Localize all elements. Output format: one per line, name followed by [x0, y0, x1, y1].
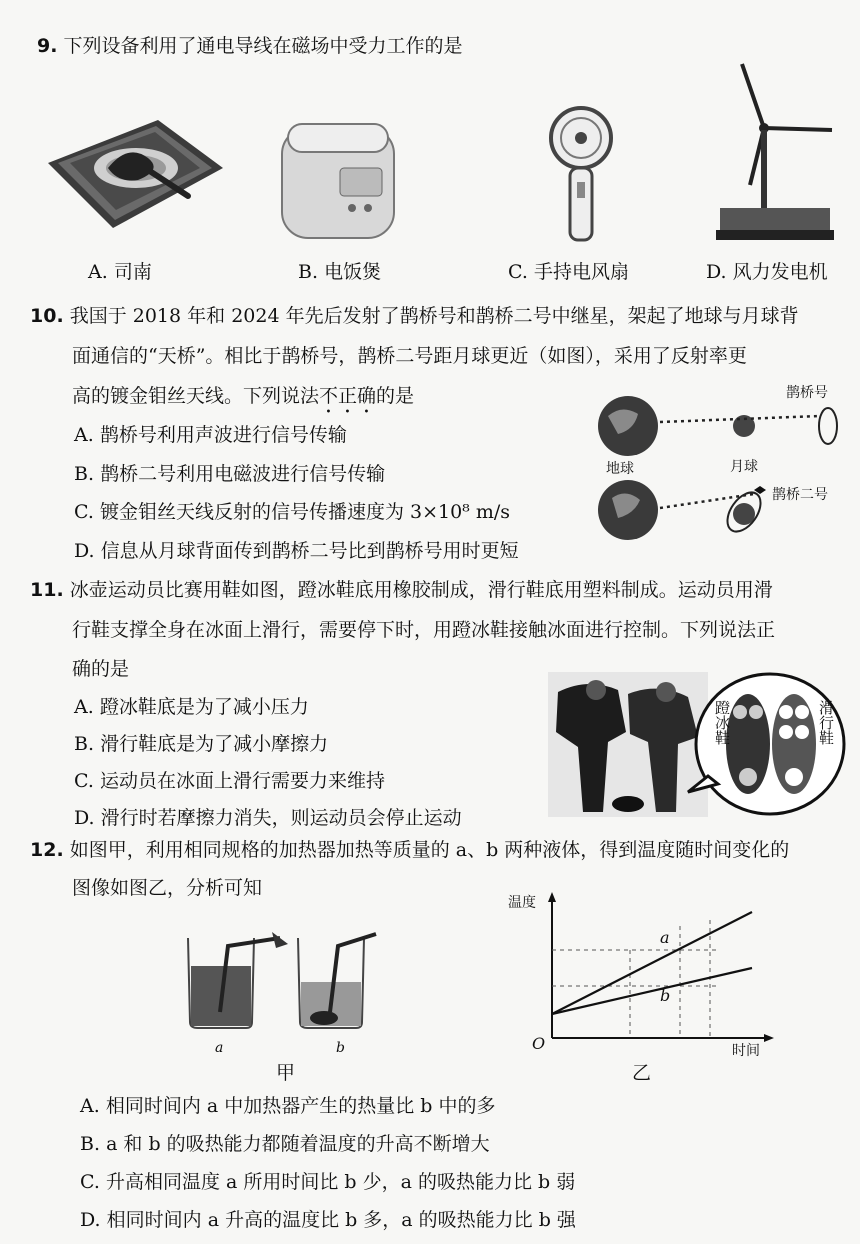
- option-text: 滑行鞋底是为了减小摩擦力: [100, 733, 329, 755]
- q10-stem-line-2: [72, 344, 747, 368]
- q10-number: 10.: [30, 305, 64, 327]
- option-label: D.: [74, 807, 95, 829]
- q10-label-earth: 地球: [606, 461, 634, 477]
- option-label: C.: [74, 770, 94, 792]
- option-label: C.: [74, 501, 94, 523]
- q10-label-moon: 月球: [730, 459, 758, 475]
- q12-graph-line-a-label: a: [660, 928, 670, 947]
- q9-number: 9.: [37, 35, 58, 57]
- option-text: 镀金钼丝天线反射的信号传播速度为 3×10⁸ m/s: [99, 501, 511, 523]
- q12-option-b: [80, 1132, 490, 1156]
- option-label: A.: [74, 696, 94, 718]
- q12-figure-beakers: [180, 926, 380, 1036]
- emphasis-text: 不正确: [319, 385, 377, 407]
- option-label: B.: [74, 733, 95, 755]
- q12-caption-yi: 乙: [632, 1062, 652, 1084]
- q12-option-c: [80, 1170, 575, 1194]
- option-text: 手持电风扇: [533, 261, 629, 283]
- option-label: C.: [80, 1171, 100, 1193]
- q12-option-d: [80, 1208, 576, 1232]
- option-text: a 和 b 的吸热能力都随着温度的升高不断增大: [106, 1133, 490, 1155]
- option-text: 鹊桥二号利用电磁波进行信号传输: [100, 463, 386, 485]
- option-text: 信息从月球背面传到鹊桥二号比到鹊桥号用时更短: [100, 540, 519, 562]
- stem-text: 如图甲，利用相同规格的加热器加热等质量的 a、b 两种液体，得到温度随时间变化的: [69, 839, 790, 861]
- q12-stem-line-1: [30, 838, 789, 862]
- option-text: 风力发电机: [732, 261, 828, 283]
- option-text: 鹊桥号利用声波进行信号传输: [99, 424, 347, 446]
- q11-figure-curling: [548, 672, 848, 822]
- option-label: B.: [74, 463, 95, 485]
- option-label: C.: [508, 261, 528, 283]
- option-text: 相同时间内 a 中加热器产生的热量比 b 中的多: [105, 1095, 496, 1117]
- q9-stem-line: [37, 34, 463, 58]
- q9-option-a: [88, 260, 152, 284]
- q10-option-b: [74, 462, 385, 486]
- option-label: B.: [80, 1133, 101, 1155]
- option-label: A.: [74, 424, 94, 446]
- stem-text: 高的镀金钼丝天线。下列说法: [72, 385, 320, 407]
- option-label: D.: [706, 261, 727, 283]
- q11-number: 11.: [30, 579, 64, 601]
- stem-text: 我国于 2018 年和 2024 年先后发射了鹊桥号和鹊桥二号中继星，架起了地球与月球背: [69, 305, 799, 327]
- q12-number: 12.: [30, 839, 64, 861]
- q11-label-left-shoe: 蹬冰鞋: [713, 700, 731, 745]
- q11-stem-line-2: [72, 618, 775, 642]
- q11-stem-line-1: [30, 578, 773, 602]
- option-label: D.: [80, 1209, 101, 1231]
- q11-option-b: [74, 732, 328, 756]
- option-label: A.: [88, 261, 108, 283]
- q12-graph-origin: O: [532, 1034, 546, 1053]
- option-text: 运动员在冰面上滑行需要力来维持: [99, 770, 385, 792]
- q10-option-d: [74, 539, 519, 563]
- q10-stem-line-3: [72, 384, 414, 418]
- q12-label-beaker-b: [336, 1040, 345, 1056]
- option-text: 司南: [113, 261, 152, 283]
- option-text: 升高相同温度 a 所用时间比 b 少，a 的吸热能力比 b 弱: [105, 1171, 576, 1193]
- q10-option-c: [74, 500, 510, 524]
- q11-label-right-shoe: 滑行鞋: [817, 700, 835, 745]
- q9-option-c: [508, 260, 629, 284]
- q12-label-beaker-a: [215, 1040, 223, 1056]
- q11-option-a: [74, 695, 309, 719]
- q9-image-sinan: [38, 108, 228, 238]
- q12-graph: [530, 890, 780, 1050]
- option-label: B.: [298, 261, 319, 283]
- stem-text: 面通信的“天桥”。相比于鹊桥号，鹊桥二号距月球更近（如图），采用了反射率更: [72, 345, 747, 367]
- q11-stem-line-3: [72, 657, 129, 681]
- q9-image-rice-cooker: [278, 118, 398, 243]
- stem-text: 的是: [376, 385, 415, 407]
- q11-option-d: [74, 806, 462, 830]
- q12-graph-xlabel: 时间: [732, 1043, 760, 1059]
- q12-option-a: [80, 1094, 495, 1118]
- q12-graph-ylabel: 温度: [508, 895, 536, 911]
- q10-label-que2: 鹊桥二号: [772, 487, 828, 503]
- option-label: D.: [74, 540, 95, 562]
- q9-option-b: [298, 260, 381, 284]
- q12-graph-line-b-label: b: [660, 986, 671, 1005]
- q9-image-handheld-fan: [546, 104, 616, 244]
- stem-text: 行鞋支撑全身在冰面上滑行，需要停下时，用蹬冰鞋接触冰面进行控制。下列说法正: [72, 619, 776, 641]
- stem-text: 冰壶运动员比赛用鞋如图，蹬冰鞋底用橡胶制成，滑行鞋底用塑料制成。运动员用滑: [69, 579, 773, 601]
- option-text: 电饭煲: [324, 261, 382, 283]
- beaker-b-label: b: [336, 1040, 345, 1056]
- q12-stem-line-2: [72, 876, 262, 900]
- option-label: A.: [80, 1095, 100, 1117]
- stem-text: 图像如图乙，分析可知: [72, 877, 263, 899]
- stem-text: 确的是: [72, 658, 130, 680]
- q9-stem: 下列设备利用了通电导线在磁场中受力工作的是: [63, 35, 463, 57]
- q10-stem-line-1: [30, 304, 799, 328]
- option-text: 滑行时若摩擦力消失，则运动员会停止运动: [100, 807, 462, 829]
- beaker-a-label: a: [215, 1040, 224, 1056]
- q10-option-a: [74, 423, 347, 447]
- q9-image-wind-turbine: [712, 60, 842, 245]
- option-text: 蹬冰鞋底是为了减小压力: [99, 696, 309, 718]
- q11-option-c: [74, 769, 385, 793]
- q12-caption-jia: 甲: [276, 1062, 296, 1084]
- q10-label-que1: 鹊桥号: [786, 385, 828, 401]
- q9-option-d: [706, 260, 828, 284]
- option-text: 相同时间内 a 升高的温度比 b 多，a 的吸热能力比 b 强: [106, 1209, 576, 1231]
